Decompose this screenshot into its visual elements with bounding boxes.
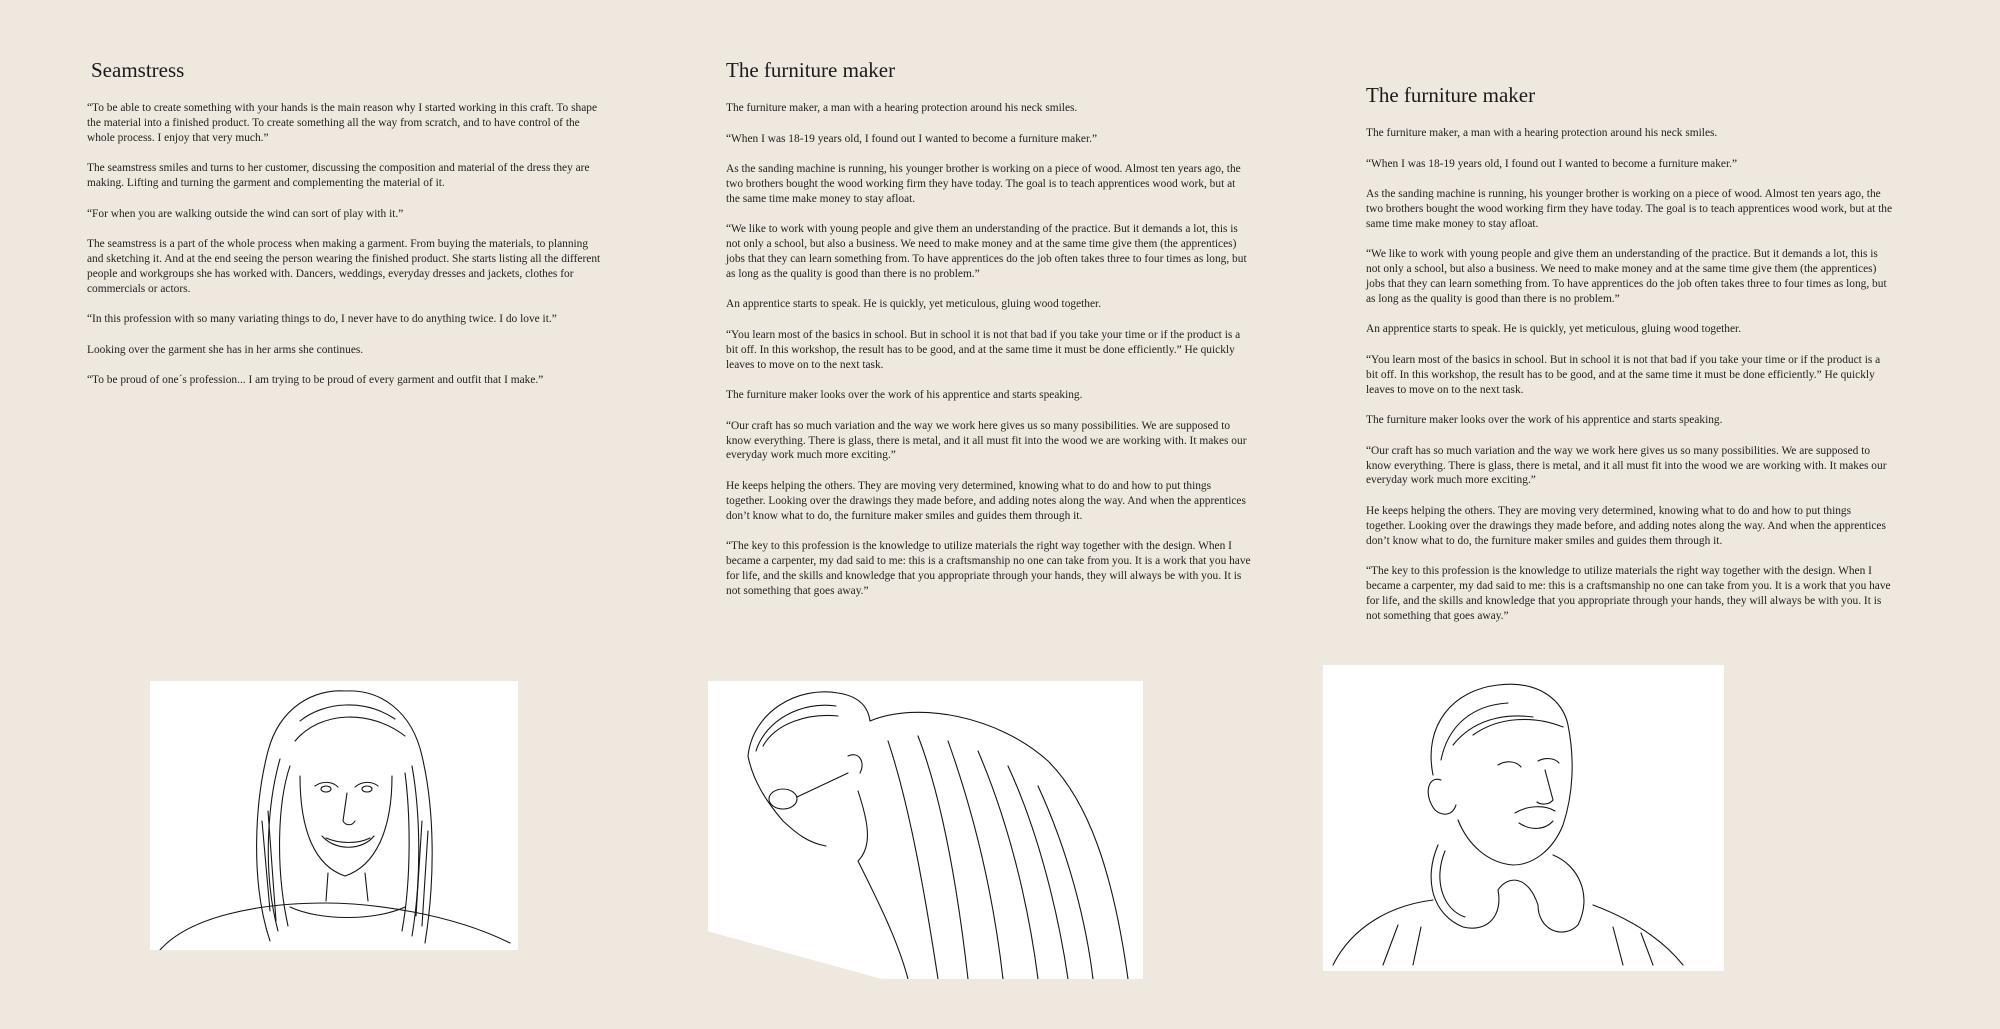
article-paragraph: “The key to this profession is the knowledge to utilize materials the right way together with the design. When I became a carpenter, my dad said to me: this is a craftsmanship no one can take from you. It is a work that you have for life, and the skills and knowledge that you appropriate through your hands, they will always be with you. It is not something that goes away.” — [1366, 565, 1891, 622]
article-paragraph: “Our craft has so much variation and the way we work here gives us so many possibilities. We are supposed to know everything. There is glass, there is metal, and it all must fit into the wood we are working with. It makes our everyday work much more exciting.” — [1366, 444, 1887, 487]
article-paragraph: As the sanding machine is running, his younger brother is working on a piece of wood. Almost ten years ago, the two brothers bought the wood working firm they have today. The goal is to teach apprentices wood work, but at the same time make money to stay afloat. — [1366, 188, 1893, 230]
article-title: The furniture maker — [726, 58, 896, 82]
article-paragraph: The furniture maker looks over the work of his apprentice and starts speaking. — [1366, 414, 1723, 427]
article-paragraph: The seamstress smiles and turns to her customer, discussing the composition and material of the dress they are making. Lifting and turning the garment and complementing the material of it. — [87, 162, 590, 189]
article-paragraph: He keeps helping the others. They are moving very determined, knowing what to do and how to put things together. Looking over the drawings they made before, and adding notes along the way. And when the apprentices don’t know what to do, the furniture maker smiles and guides them through it. — [1366, 504, 1886, 547]
article-paragraph: Looking over the garment she has in her arms she continues. — [87, 343, 364, 356]
article-title: The furniture maker — [1366, 83, 1536, 107]
article-paragraph: “To be proud of one´s profession... I am trying to be proud of every garment and outfit that I make.” — [87, 374, 544, 387]
article-paragraph: The furniture maker looks over the work of his apprentice and starts speaking. — [726, 389, 1083, 402]
article-paragraph: “We like to work with young people and give them an understanding of the practice. But it demands a lot, this is not only a school, but also a business. We need to make money and at the same time give them (the apprentices) jobs that they can learn something from. To have apprentices do the job often takes three to four times as long, but as long as the quality is good than there is no problem.” — [1366, 248, 1887, 305]
furniture-maker-portrait-sketch — [1323, 665, 1724, 971]
apprentice-sketch-drawing — [708, 681, 1143, 979]
article-paragraph: An apprentice starts to speak. He is quickly, yet meticulous, gluing wood together. — [1366, 323, 1742, 336]
article-paragraph: “You learn most of the basics in school. But in school it is not that bad if you take your time or if the product is a bit off. In this workshop, the result has to be good, and at the same time it must be done efficiently.” He quickly leaves to move on to the next task. — [726, 328, 1241, 371]
article-paragraph: “Our craft has so much variation and the way we work here gives us so many possibilities. We are supposed to know everything. There is glass, there is metal, and it all must fit into the wood we are working with. It makes our everyday work much more exciting.” — [726, 419, 1247, 462]
article-paragraph: As the sanding machine is running, his younger brother is working on a piece of wood. Almost ten years ago, the two brothers bought the wood working firm they have today. The goal is to teach apprentices wood work, but at the same time make money to stay afloat. — [726, 163, 1241, 205]
seamstress-portrait-sketch — [150, 681, 518, 950]
article-paragraph: “To be able to create something with your hands is the main reason why I started working in this craft. To shape the material into a finished product. To create something all the way from scratch, and to have control of the whole process. I enjoy that very much.” — [87, 102, 598, 144]
article-paragraph: The furniture maker, a man with a hearing protection around his neck smiles. — [726, 102, 1078, 114]
article-paragraph: “The key to this profession is the knowledge to utilize materials the right way together with the design. When I became a carpenter, my dad said to me: this is a craftsmanship no one can take from you. It is a work that you have for life, and the skills and knowledge that you appropriate through your hands, they will always be with you. It is not something that goes away.” — [726, 540, 1251, 597]
article-seamstress — [87, 58, 607, 404]
apprentice-portrait-sketch — [708, 681, 1143, 979]
article-paragraph: “When I was 18-19 years old, I found out I wanted to become a furniture maker.” — [726, 132, 1098, 145]
article-title: Seamstress — [91, 58, 185, 82]
article-paragraph: The furniture maker, a man with a hearing protection around his neck smiles. — [1366, 127, 1718, 139]
seamstress-sketch-drawing — [150, 681, 518, 950]
article-paragraph: An apprentice starts to speak. He is quickly, yet meticulous, gluing wood together. — [726, 298, 1102, 311]
article-paragraph: He keeps helping the others. They are moving very determined, knowing what to do and how to put things together. Looking over the drawings they made before, and adding notes along the way. And when the apprentices don’t know what to do, the furniture maker smiles and guides them through it. — [726, 479, 1246, 522]
article-furniture-maker-duplicate — [1366, 83, 1893, 639]
article-furniture-maker — [726, 58, 1252, 614]
article-paragraph: The seamstress is a part of the whole process when making a garment. From buying the materials, to planning and sketching it. And at the end seeing the person wearing the finished product. She starts listing all the different people and workgroups she has worked with. Dancers, weddings, everyday dresses and jackets, clothes for commercials or actors. — [87, 238, 601, 295]
article-paragraph: “For when you are walking outside the wind can sort of play with it.” — [87, 207, 404, 220]
article-paragraph: “In this profession with so many variating things to do, I never have to do anything twice. I do love it.” — [87, 313, 557, 326]
article-paragraph: “When I was 18-19 years old, I found out I wanted to become a furniture maker.” — [1366, 157, 1738, 170]
furniture-maker-sketch-drawing — [1323, 665, 1724, 971]
article-paragraph: “You learn most of the basics in school. But in school it is not that bad if you take your time or if the product is a bit off. In this workshop, the result has to be good, and at the same time it must be done efficiently.” He quickly leaves to move on to the next task. — [1366, 353, 1881, 396]
article-paragraph: “We like to work with young people and give them an understanding of the practice. But it demands a lot, this is not only a school, but also a business. We need to make money and at the same time give them (the apprentices) jobs that they can learn something from. To have apprentices do the job often takes three to four times as long, but as long as the quality is good than there is no problem.” — [726, 223, 1247, 280]
